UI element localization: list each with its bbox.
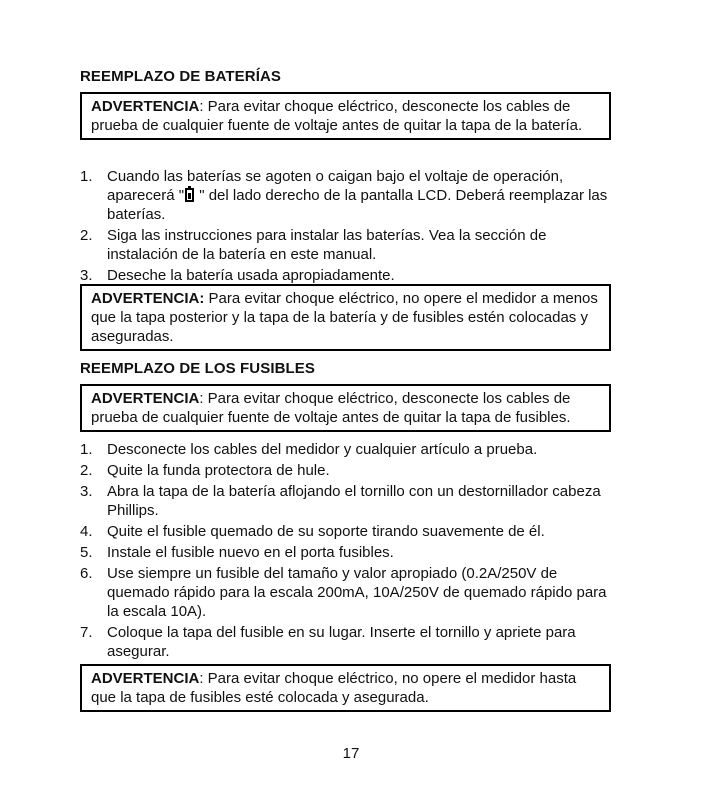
step-text: Quite la funda protectora de hule. xyxy=(107,462,330,479)
warning-text: Para evitar choque eléctrico, no opere el medidor a menos que la tapa posterior y la tapa de la batería y de fusibles estén colocadas y aseguradas. xyxy=(91,290,598,345)
step-text: Siga las instrucciones para instalar las baterías. Vea la sección de instalación de la batería en este manual. xyxy=(107,227,547,263)
section-heading-batteries: REEMPLAZO DE BATERÍAS xyxy=(80,68,281,85)
step-number: 4. xyxy=(80,523,93,540)
step-text: Abra la tapa de la batería aflojando el tornillo con un destornillador cabeza Phillips. xyxy=(107,483,601,519)
step-text: Use siempre un fusible del tamaño y valor apropiado (0.2A/250V de quemado rápido para la escala 200mA, 10A/250V de quemado rápido para la escala 10A). xyxy=(107,565,607,620)
step-number: 7. xyxy=(80,624,93,641)
list-item xyxy=(80,564,620,621)
list-item xyxy=(80,226,620,264)
warning-text: : Para evitar choque eléctrico, desconecte los cables de prueba de cualquier fuente de voltaje antes de quitar la tapa de la batería. xyxy=(91,98,583,134)
warning-box-fuses-1 xyxy=(80,384,611,432)
list-item xyxy=(80,623,620,661)
step-number: 3. xyxy=(80,267,93,284)
step-text-start: Cuando las baterías se agoten o caigan bajo el voltaje de operación, aparecerá " xyxy=(107,168,564,204)
step-text: Coloque la tapa del fusible en su lugar. Inserte el tornillo y apriete para asegurar. xyxy=(107,624,576,660)
list-item xyxy=(80,167,620,224)
warning-box-fuses-2 xyxy=(80,664,611,712)
warning-label: ADVERTENCIA: xyxy=(91,290,205,307)
warning-label: ADVERTENCIA xyxy=(91,670,200,687)
battery-steps-list xyxy=(80,167,620,287)
warning-label: ADVERTENCIA xyxy=(91,390,200,407)
step-number: 5. xyxy=(80,544,93,561)
fuse-steps-list xyxy=(80,440,620,663)
battery-icon xyxy=(185,188,194,202)
list-item xyxy=(80,266,620,285)
list-item xyxy=(80,461,620,480)
warning-label: ADVERTENCIA xyxy=(91,98,200,115)
step-number: 1. xyxy=(80,168,93,185)
step-text: Quite el fusible quemado de su soporte tirando suavemente de él. xyxy=(107,523,545,540)
step-number: 6. xyxy=(80,565,93,582)
step-text: Instale el fusible nuevo en el porta fusibles. xyxy=(107,544,394,561)
step-number: 2. xyxy=(80,227,93,244)
list-item xyxy=(80,543,620,562)
section-heading-fuses: REEMPLAZO DE LOS FUSIBLES xyxy=(80,360,316,377)
warning-box-batteries-2 xyxy=(80,284,611,351)
warning-box-batteries-1 xyxy=(80,92,611,140)
step-text: Desconecte los cables del medidor y cualquier artículo a prueba. xyxy=(107,441,538,458)
step-number: 2. xyxy=(80,462,93,479)
step-text: Deseche la batería usada apropiadamente. xyxy=(107,267,395,284)
list-item xyxy=(80,522,620,541)
warning-text: : Para evitar choque eléctrico, no opere el medidor hasta que la tapa de fusibles esté colocada y asegurada. xyxy=(91,670,577,706)
page-number: 17 xyxy=(342,745,360,762)
list-item xyxy=(80,482,620,520)
warning-text: : Para evitar choque eléctrico, desconecte los cables de prueba de cualquier fuente de voltaje antes de quitar la tapa de fusibles. xyxy=(91,390,571,426)
list-item xyxy=(80,440,620,459)
step-number: 3. xyxy=(80,483,93,500)
step-number: 1. xyxy=(80,441,93,458)
step-text-end: " del lado derecho de la pantalla LCD. Deberá reemplazar las baterías. xyxy=(107,187,608,223)
